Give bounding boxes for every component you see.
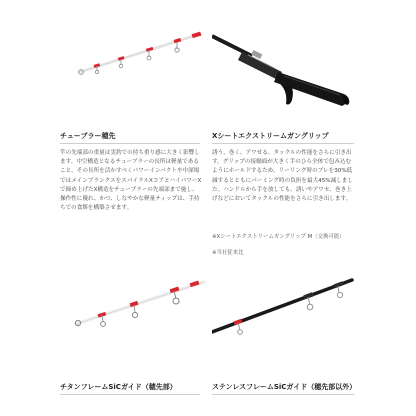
grip-option-note: ※Xシートエクストリームガングリップ M（交換可能） (212, 234, 345, 240)
grip-description: 誘う、巻く、アワせる、タックルの性能をさらに引き出す。グリップの接触面が大きく手のひら全体で包み込むようにホールドするため、リーリング時のブレを30%低減するとともにパーミング時の負担を最大45%減しました。ハンドルから手を放しても、誘いやアワセ、巻き上げなどにおいてタックルの性能をさらに引き出します。 (212, 150, 353, 203)
tubular-tip-divider (60, 143, 200, 144)
grip-divider (212, 143, 354, 144)
stainless-guides-heading: ステンレスフレームSiCガイド（穂先部以外） (212, 383, 357, 391)
tubular-tip-photo (66, 22, 206, 82)
stainless-guides-photo (212, 268, 356, 338)
grip-heading: Xシートエクストリームガングリップ (212, 132, 329, 140)
titanium-guides-photo (66, 268, 206, 332)
titanium-guides-divider (60, 394, 200, 395)
grip-photo (212, 22, 356, 112)
tubular-tip-heading: チューブラー穂先 (60, 132, 116, 140)
tubular-tip-description: 竿の先端部の重量は実釣での持ち重り感に大きく影響します。中空構造となるチューブラーの長所は軽量であること。その長所を活かすべくパワーインパクトや中深場ではメインブランクスをスパイラルXコアとハイパワーXで締め上げたX構造をチューブラーの先端部まで施し、操作性に優れ、かつ、しなやかな軽量ティップは、手持ちでの食餌を構築させます。 (60, 150, 202, 212)
stainless-guides-divider (212, 394, 354, 395)
titanium-guides-heading: チタンフレームSiCガイド（穂先部） (60, 383, 177, 391)
grip-footnote: ※当社従来比 (212, 250, 244, 256)
